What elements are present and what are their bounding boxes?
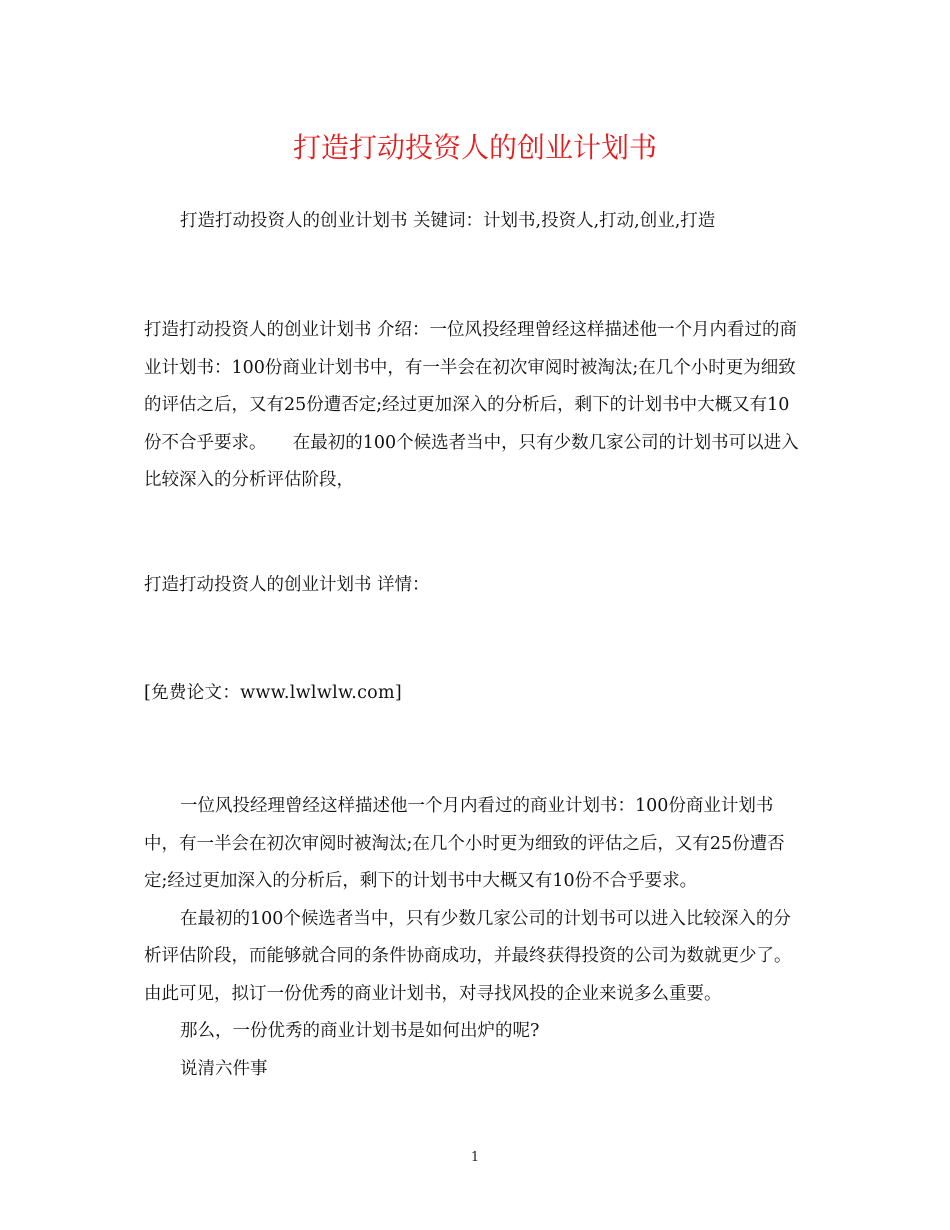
details-label: 打造打动投资人的创业计划书 详情： [144,575,430,595]
body-paragraph: 在最初的100个候选者当中，只有少数几家公司的计划书可以进入比较深入的分析评估阶段，而能够就合同的条件协商成功，并最终获得投资的公司为数就更少了。由此可见，拟订一份优秀的商业计划书，对寻找风投的企业来说多么重要。 [144,908,792,1004]
page-number: 1 [470,1150,480,1165]
body-text [144,788,806,1088]
body-paragraph: 一位风投经理曾经这样描述他一个月内看过的商业计划书：100份商业计划书中，有一半会在初次审阅时被淘汰;在几个小时更为细致的评估之后，又有25份遭否定;经过更加深入的分析后，剩下的计划书中大概又有10份不合乎要求。 [144,796,785,891]
document-title: 打造打动投资人的创业计划书 [292,131,657,164]
source-line: [免费论文：www.lwlwlw.com] [144,683,403,703]
intro-paragraph: 打造打动投资人的创业计划书 介绍：一位风投经理曾经这样描述他一个月内看过的商业计划书：100份商业计划书中，有一半会在初次审阅时被淘汰;在几个小时更为细致的评估之后，又有25份遭否定;经过更加深入的分析后，剩下的计划书中大概又有10份不合乎要求。 在最初的100个候选者当中，只有少数几家公司的计划书可以进入比较深入的分析评估阶段， [144,320,799,490]
section-heading: 说清六件事 [180,1058,268,1079]
keywords-line: 打造打动投资人的创业计划书 关键词：计划书,投资人,打动,创业,打造 [180,211,716,231]
body-paragraph: 那么，一份优秀的商业计划书是如何出炉的呢? [180,1021,540,1041]
